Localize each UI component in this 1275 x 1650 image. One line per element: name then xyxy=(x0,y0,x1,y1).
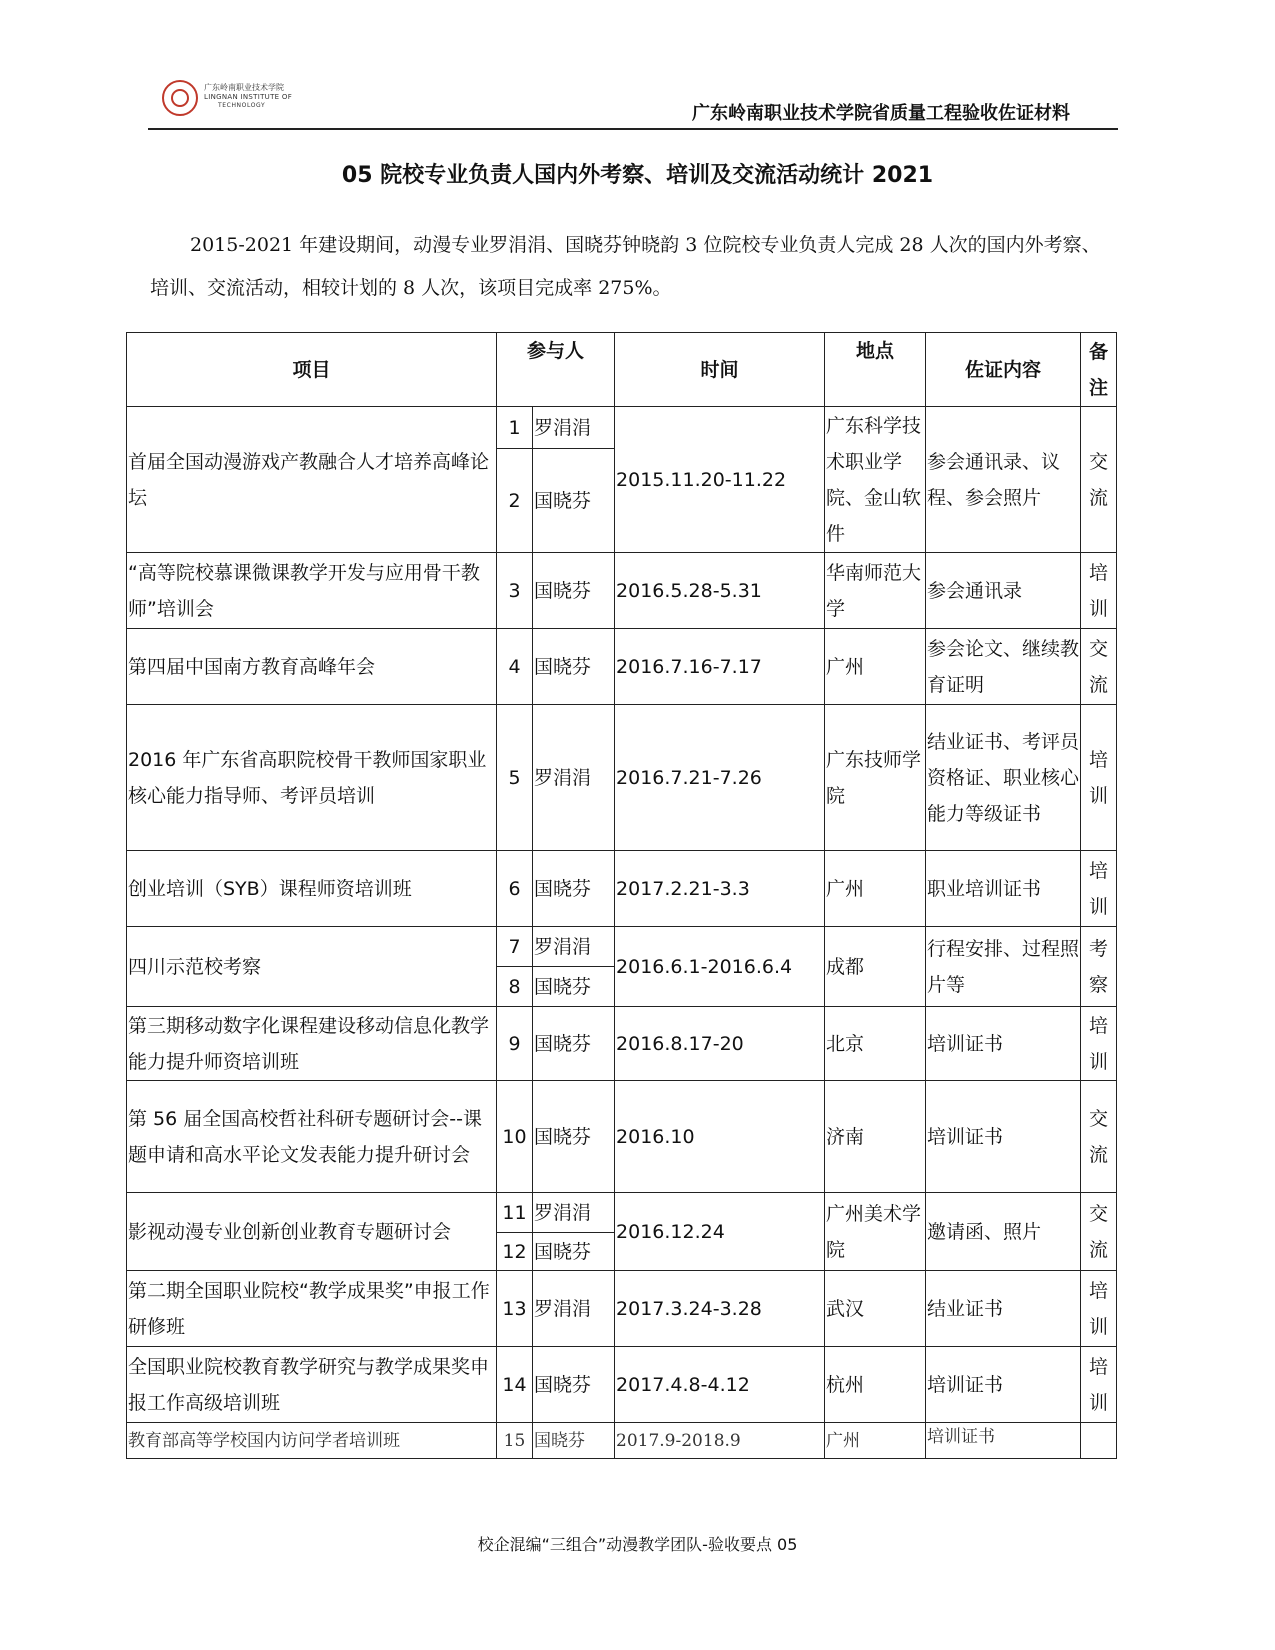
project-cell: 首届全国动漫游戏产教融合人才培养高峰论坛 xyxy=(127,407,497,553)
place-cell: 杭州 xyxy=(825,1347,926,1423)
place-cell: 广州 xyxy=(825,1423,926,1459)
participant-name: 国晓芬 xyxy=(533,967,615,1007)
evidence-cell: 邀请函、照片 xyxy=(926,1193,1081,1271)
table-row xyxy=(127,407,1117,449)
table-row xyxy=(127,1271,1117,1347)
place-cell: 济南 xyxy=(825,1081,926,1193)
note-cell: 培训 xyxy=(1081,851,1117,927)
table-row xyxy=(127,553,1117,629)
place-cell: 广州 xyxy=(825,851,926,927)
table-row xyxy=(127,1423,1117,1459)
evidence-cell: 培训证书 xyxy=(926,1347,1081,1423)
participant-name: 国晓芬 xyxy=(533,553,615,629)
evidence-cell: 培训证书 xyxy=(926,1423,1081,1459)
time-cell: 2016.8.17-20 xyxy=(615,1007,825,1081)
time-cell: 2017.4.8-4.12 xyxy=(615,1347,825,1423)
note-cell: 交流 xyxy=(1081,1081,1117,1193)
place-cell: 成都 xyxy=(825,927,926,1007)
table-row xyxy=(127,1347,1117,1423)
header-project: 项目 xyxy=(127,333,497,407)
participant-name: 罗涓涓 xyxy=(533,927,615,967)
table-row xyxy=(127,851,1117,927)
participant-name: 罗涓涓 xyxy=(533,705,615,851)
evidence-cell: 参会通讯录 xyxy=(926,553,1081,629)
participant-number: 7 xyxy=(497,927,533,967)
time-cell: 2017.2.21-3.3 xyxy=(615,851,825,927)
evidence-cell: 参会论文、继续教育证明 xyxy=(926,629,1081,705)
project-cell: 创业培训（SYB）课程师资培训班 xyxy=(127,851,497,927)
place-cell: 武汉 xyxy=(825,1271,926,1347)
participant-name: 罗涓涓 xyxy=(533,407,615,449)
project-cell: 第四届中国南方教育高峰年会 xyxy=(127,629,497,705)
time-cell: 2016.5.28-5.31 xyxy=(615,553,825,629)
project-cell: 全国职业院校教育教学研究与教学成果奖申报工作高级培训班 xyxy=(127,1347,497,1423)
participant-name: 罗涓涓 xyxy=(533,1271,615,1347)
evidence-cell: 结业证书、考评员资格证、职业核心能力等级证书 xyxy=(926,705,1081,851)
header-participant: 参与人 xyxy=(497,333,615,407)
header-time: 时间 xyxy=(615,333,825,407)
participant-name: 国晓芬 xyxy=(533,1347,615,1423)
note-cell: 培训 xyxy=(1081,1347,1117,1423)
place-cell: 广州 xyxy=(825,629,926,705)
participant-number: 10 xyxy=(497,1081,533,1193)
time-cell: 2017.3.24-3.28 xyxy=(615,1271,825,1347)
table-row xyxy=(127,1007,1117,1081)
header-note: 备注 xyxy=(1081,333,1117,407)
note-cell: 培训 xyxy=(1081,1007,1117,1081)
note-cell: 交流 xyxy=(1081,1193,1117,1271)
participant-name: 国晓芬 xyxy=(533,1233,615,1271)
time-cell: 2016.10 xyxy=(615,1081,825,1193)
header-divider xyxy=(148,128,1118,130)
evidence-cell: 行程安排、过程照片等 xyxy=(926,927,1081,1007)
logo-chinese-name: 广东岭南职业技术学院 xyxy=(204,83,284,92)
time-cell: 2016.6.1-2016.6.4 xyxy=(615,927,825,1007)
participant-number: 5 xyxy=(497,705,533,851)
participant-name: 国晓芬 xyxy=(533,629,615,705)
project-cell: “高等院校慕课微课教学开发与应用骨干教师”培训会 xyxy=(127,553,497,629)
time-cell: 2016.7.16-7.17 xyxy=(615,629,825,705)
project-cell: 第 56 届全国高校哲社科研专题研讨会--课题申请和高水平论文发表能力提升研讨会 xyxy=(127,1081,497,1193)
table-row xyxy=(127,1081,1117,1193)
participant-name: 罗涓涓 xyxy=(533,1193,615,1233)
time-cell: 2016.12.24 xyxy=(615,1193,825,1271)
time-cell: 2017.9-2018.9 xyxy=(615,1423,825,1459)
header-place: 地点 xyxy=(825,333,926,407)
time-cell: 2015.11.20-11.22 xyxy=(615,407,825,553)
evidence-cell: 培训证书 xyxy=(926,1007,1081,1081)
table-row xyxy=(127,629,1117,705)
place-cell: 广州美术学院 xyxy=(825,1193,926,1271)
table-row xyxy=(127,705,1117,851)
participant-number: 4 xyxy=(497,629,533,705)
participant-number: 2 xyxy=(497,449,533,553)
participant-number: 9 xyxy=(497,1007,533,1081)
intro-paragraph: 2015-2021 年建设期间，动漫专业罗涓涓、国晓芬钟晓韵 3 位院校专业负责人完成 28 人次的国内外考察、培训、交流活动，相较计划的 8 人次，该项目完成率 275%。 xyxy=(150,234,1101,299)
participant-number: 14 xyxy=(497,1347,533,1423)
table-row xyxy=(127,1193,1117,1233)
note-cell: 交流 xyxy=(1081,629,1117,705)
logo-english-name-2: TECHNOLOGY xyxy=(218,102,266,109)
project-cell: 第二期全国职业院校“教学成果奖”申报工作研修班 xyxy=(127,1271,497,1347)
participant-number: 8 xyxy=(497,967,533,1007)
place-cell: 广东科学技术职业学院、金山软件 xyxy=(825,407,926,553)
participant-number: 11 xyxy=(497,1193,533,1233)
header-evidence: 佐证内容 xyxy=(926,333,1081,407)
note-cell: 培训 xyxy=(1081,705,1117,851)
evidence-cell: 参会通讯录、议程、参会照片 xyxy=(926,407,1081,553)
participant-number: 15 xyxy=(497,1423,533,1459)
project-cell: 2016 年广东省高职院校骨干教师国家职业核心能力指导师、考评员培训 xyxy=(127,705,497,851)
place-cell: 北京 xyxy=(825,1007,926,1081)
participant-number: 3 xyxy=(497,553,533,629)
evidence-cell: 结业证书 xyxy=(926,1271,1081,1347)
note-cell: 考察 xyxy=(1081,927,1117,1007)
participant-number: 12 xyxy=(497,1233,533,1271)
note-cell: 交流 xyxy=(1081,407,1117,553)
participant-number: 6 xyxy=(497,851,533,927)
document-title: 05 院校专业负责人国内外考察、培训及交流活动统计 2021 xyxy=(341,163,934,188)
table-row xyxy=(127,927,1117,967)
header-title: 广东岭南职业技术学院省质量工程验收佐证材料 xyxy=(692,103,1070,124)
project-cell: 第三期移动数字化课程建设移动信息化教学能力提升师资培训班 xyxy=(127,1007,497,1081)
participant-name: 国晓芬 xyxy=(533,851,615,927)
participant-number: 13 xyxy=(497,1271,533,1347)
participant-name: 国晓芬 xyxy=(533,1423,615,1459)
participant-name: 国晓芬 xyxy=(533,1007,615,1081)
college-seal-icon xyxy=(162,80,198,116)
note-cell: 培训 xyxy=(1081,553,1117,629)
activity-table xyxy=(126,332,1117,1459)
participant-name: 国晓芬 xyxy=(533,449,615,553)
place-cell: 华南师范大学 xyxy=(825,553,926,629)
project-cell: 教育部高等学校国内访问学者培训班 xyxy=(127,1423,497,1459)
evidence-cell: 培训证书 xyxy=(926,1081,1081,1193)
project-cell: 四川示范校考察 xyxy=(127,927,497,1007)
project-cell: 影视动漫专业创新创业教育专题研讨会 xyxy=(127,1193,497,1271)
page-footer: 校企混编“三组合”动漫教学团队-验收要点 05 xyxy=(477,1535,798,1554)
note-cell xyxy=(1081,1423,1117,1459)
logo-english-name: LINGNAN INSTITUTE OF xyxy=(204,93,293,101)
time-cell: 2016.7.21-7.26 xyxy=(615,705,825,851)
participant-name: 国晓芬 xyxy=(533,1081,615,1193)
note-cell: 培训 xyxy=(1081,1271,1117,1347)
evidence-cell: 职业培训证书 xyxy=(926,851,1081,927)
college-logo xyxy=(162,78,302,118)
participant-number: 1 xyxy=(497,407,533,449)
place-cell: 广东技师学院 xyxy=(825,705,926,851)
